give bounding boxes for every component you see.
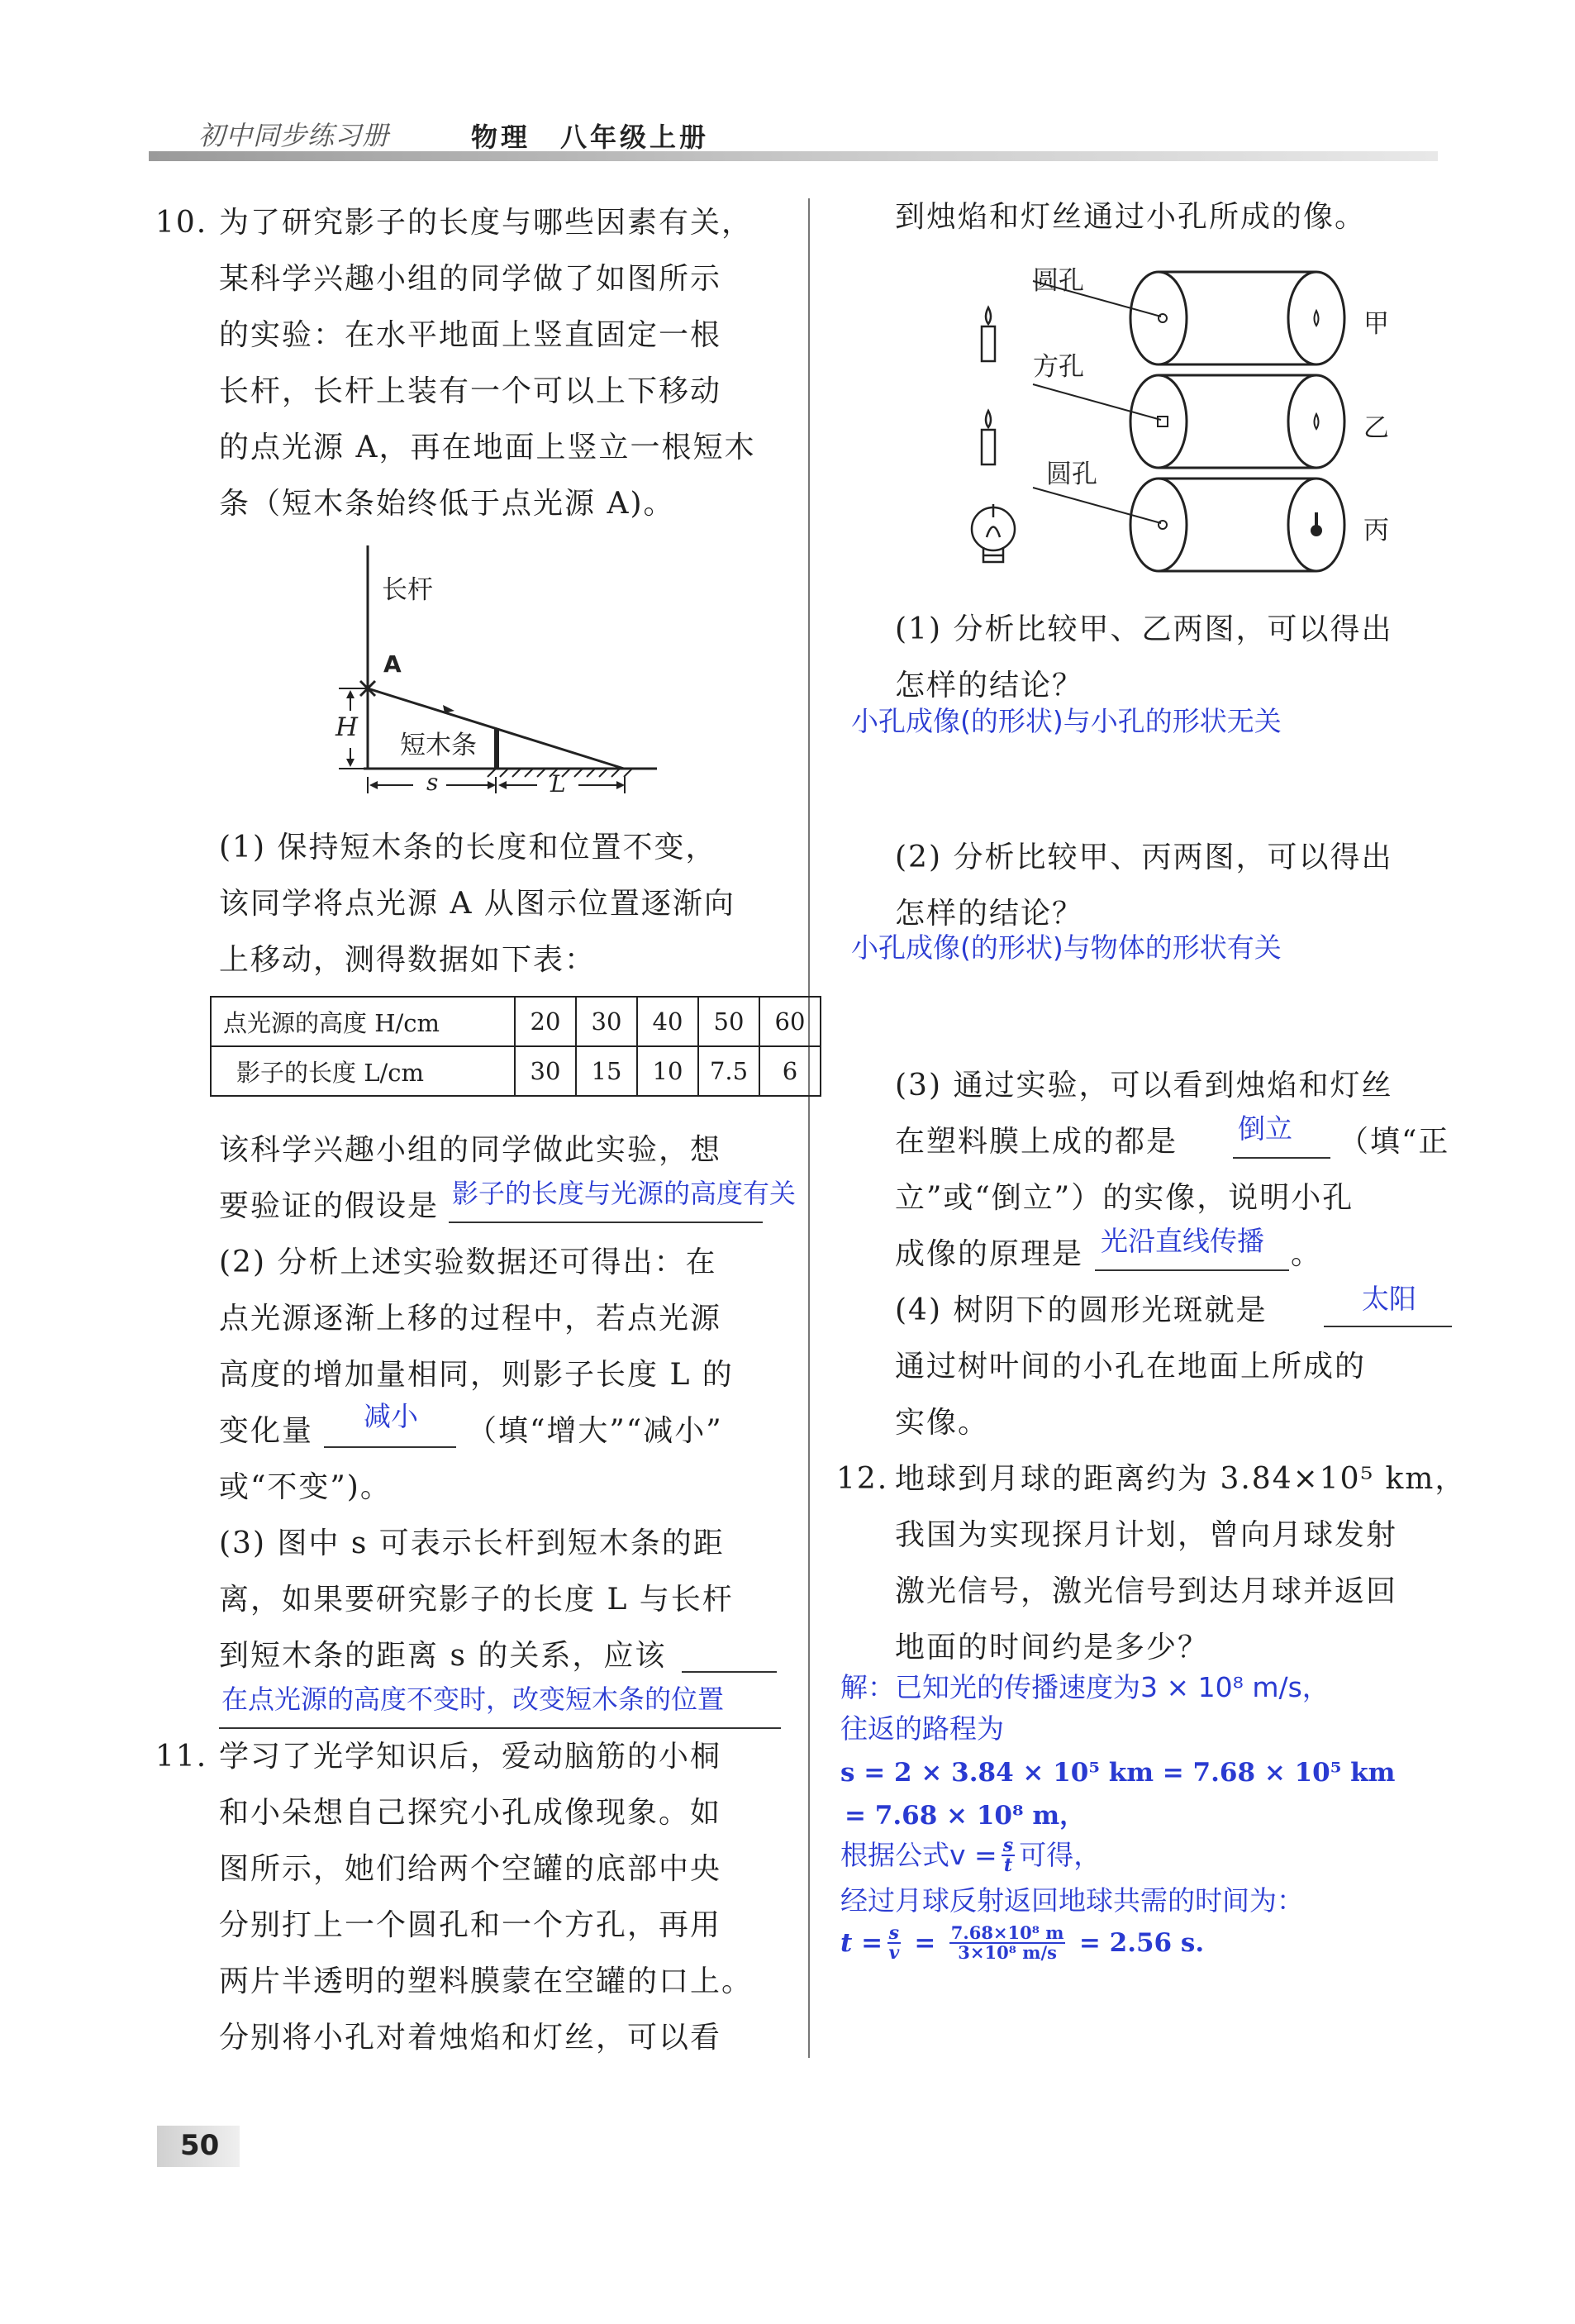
- q11-line: 到烛焰和灯丝通过小孔所成的像。: [895, 200, 1367, 234]
- fraction-s-over-t: [1002, 1836, 1015, 1874]
- shadow-l-label: L: [550, 770, 566, 798]
- header-series-title: 初中同步练习册: [198, 120, 390, 151]
- q12-line: 激光信号，激光信号到达月球并返回: [895, 1574, 1398, 1608]
- table-cell: 15: [576, 1046, 637, 1096]
- q11-part1-line: 怎样的结论？: [895, 669, 1084, 702]
- q11-part4-pre: (4) 树阴下的圆形光斑就是: [895, 1293, 1268, 1327]
- table-cell: 60: [759, 997, 821, 1046]
- q10-line: 的实验：在水平地面上竖直固定一根: [219, 318, 722, 352]
- fraction-denominator: t: [1003, 1855, 1013, 1876]
- table-cell: 20: [515, 997, 576, 1046]
- solution-line: 经过月球反射返回地球共需的时间为：: [840, 1884, 1304, 1917]
- q11-part4-line: 实像。: [895, 1406, 990, 1440]
- answer-blank: [1095, 1269, 1289, 1271]
- q10-number: 10.: [155, 206, 208, 240]
- q11-line: 学习了光学知识后，爱动脑筋的小桐: [219, 1740, 722, 1774]
- solution-line: 解：已知光的传播速度为3 × 10⁸ m/s，: [840, 1671, 1330, 1703]
- q10-answer-2: 减小: [364, 1400, 418, 1432]
- q11-line: 图所示，她们给两个空罐的底部中央: [219, 1852, 722, 1886]
- table-cell: 30: [576, 997, 637, 1046]
- q11-answer-4: 太阳: [1362, 1283, 1416, 1315]
- q10-part3-line: 离，如果要研究影子的长度 L 与长杆: [219, 1583, 734, 1617]
- q10-part3-line: (3) 图中 s 可表示长杆到短木条的距: [219, 1526, 725, 1560]
- table-header-length: 影子的长度 L/cm: [211, 1046, 515, 1096]
- q10-part1-line: 该同学将点光源 A 从图示位置逐渐向: [219, 887, 735, 921]
- q11-part4-line: 通过树叶间的小孔在地面上所成的: [895, 1350, 1367, 1383]
- pole-label: 长杆: [382, 575, 433, 605]
- q11-part3-post: （填“正: [1339, 1125, 1450, 1159]
- table-row: [211, 997, 821, 1046]
- q10-hypo-line: 要验证的假设是: [219, 1189, 440, 1223]
- q11-answer-3b: 光沿直线传播: [1101, 1225, 1264, 1257]
- q10-line: 长杆，长杆上装有一个可以上下移动: [219, 374, 722, 408]
- square-hole-label: 方孔: [1033, 352, 1084, 382]
- can-yi-label: 乙: [1363, 413, 1389, 443]
- fraction-values: [949, 1924, 1066, 1962]
- fraction-s-over-v: [887, 1924, 901, 1962]
- q11-line: 分别打上一个圆孔和一个方孔，再用: [219, 1908, 722, 1942]
- q10-part2-pre: 变化量: [219, 1414, 314, 1448]
- q11-part2-line: 怎样的结论？: [895, 897, 1084, 931]
- q11-part3-line: (3) 通过实验，可以看到烛焰和灯丝: [895, 1069, 1393, 1102]
- q10-line: 为了研究影子的长度与哪些因素有关，: [219, 206, 754, 240]
- can-bing-label: 丙: [1363, 516, 1389, 545]
- stick-label: 短木条: [400, 731, 477, 760]
- point-a-label: A: [383, 650, 402, 678]
- solution-text: 根据公式v =: [840, 1839, 997, 1871]
- q10-answer-3: 在点光源的高度不变时，改变短木条的位置: [221, 1683, 725, 1715]
- q11-part3-line4-pre: 成像的原理是: [895, 1237, 1084, 1271]
- height-h-label: H: [335, 712, 359, 742]
- table-cell: 7.5: [698, 1046, 759, 1096]
- table-header-height: 点光源的高度 H/cm: [211, 997, 515, 1046]
- page-number: 50: [180, 2129, 220, 2162]
- q10-hypo-line: 该科学兴趣小组的同学做此实验，想: [219, 1133, 722, 1167]
- q10-part1-line: 上移动，测得数据如下表：: [219, 943, 597, 977]
- candle-icon: [982, 307, 995, 361]
- column-divider: [808, 198, 810, 2058]
- q11-line: 两片半透明的塑料膜蒙在空罐的口上。: [219, 1964, 754, 1998]
- answer-blank: [324, 1446, 456, 1448]
- bulb-icon: [972, 504, 1015, 562]
- q10-line: 的点光源 A，再在地面上竖立一根短木: [219, 431, 756, 464]
- data-table: [210, 996, 821, 1097]
- q11-answer-1: 小孔成像(的形状)与小孔的形状无关: [851, 705, 1282, 737]
- solution-formula-line: [840, 1836, 1101, 1883]
- q12-line: 地球到月球的距离约为 3.84×10⁵ km，: [895, 1462, 1467, 1496]
- header-subject: 物理 八年级上册: [471, 121, 710, 153]
- pinhole-figure: [959, 248, 1438, 595]
- q11-part3-pre: 在塑料膜上成的都是: [895, 1125, 1178, 1159]
- q12-line: 我国为实现探月计划，曾向月球发射: [895, 1518, 1398, 1552]
- answer-blank: [219, 1727, 781, 1729]
- fraction-numerator: s: [888, 1922, 900, 1944]
- q11-part1-line: (1) 分析比较甲、乙两图，可以得出: [895, 612, 1393, 646]
- q10-part1-line: (1) 保持短木条的长度和位置不变，: [219, 831, 717, 864]
- q10-part2-end: 或“不变”)。: [219, 1470, 392, 1504]
- table-cell: 40: [637, 997, 698, 1046]
- shadow-figure: [331, 537, 678, 810]
- solution-line: s = 2 × 3.84 × 10⁵ km = 7.68 × 10⁵ km: [840, 1758, 1396, 1788]
- page-header: [149, 112, 1438, 161]
- q11-number: 11.: [155, 1740, 208, 1774]
- answer-blank: [1324, 1326, 1452, 1327]
- q11-line: 和小朵想自己探究小孔成像现象。如: [219, 1796, 722, 1830]
- answer-blank: [682, 1671, 777, 1673]
- q10-part2-post: （填“增大”“减小”: [467, 1414, 723, 1448]
- q10-part3-line: 到短木条的距离 s 的关系，应该: [219, 1639, 667, 1673]
- solution-text: 可得，: [1019, 1839, 1102, 1871]
- answer-blank: [449, 1222, 763, 1223]
- q12-number: 12.: [836, 1462, 889, 1496]
- q11-part2-line: (2) 分析比较甲、丙两图，可以得出: [895, 841, 1393, 874]
- solution-text: =: [905, 1928, 945, 1958]
- q11-part3-line4-post: 。: [1291, 1237, 1323, 1271]
- table-cell: 6: [759, 1046, 821, 1096]
- fraction-numerator: s: [1002, 1835, 1014, 1856]
- round-hole-label: 圆孔: [1046, 460, 1097, 489]
- q11-answer-3a: 倒立: [1238, 1112, 1292, 1145]
- fraction-denominator: v: [888, 1942, 900, 1964]
- table-cell: 30: [515, 1046, 576, 1096]
- q11-answer-2: 小孔成像(的形状)与物体的形状有关: [851, 931, 1282, 964]
- table-cell: 10: [637, 1046, 698, 1096]
- round-hole-label: 圆孔: [1033, 266, 1084, 296]
- solution-text: t =: [840, 1928, 883, 1958]
- fraction-denominator: 3×10⁸ m/s: [958, 1942, 1057, 1963]
- distance-s-label: s: [426, 769, 439, 796]
- candle-icon: [982, 411, 995, 464]
- answer-blank: [1233, 1157, 1330, 1159]
- table-cell: 50: [698, 997, 759, 1046]
- solution-line: 往返的路程为: [840, 1712, 1004, 1745]
- q10-line: 条（短木条始终低于点光源 A)。: [219, 487, 675, 521]
- q10-line: 某科学兴趣小组的同学做了如图所示: [219, 262, 722, 296]
- q12-line: 地面的时间约是多少？: [895, 1631, 1210, 1664]
- solution-result: = 2.56 s.: [1070, 1928, 1205, 1958]
- q11-part3-line: 立”或“倒立”）的实像，说明小孔: [895, 1181, 1354, 1215]
- q10-part2-line: 点光源逐渐上移的过程中，若点光源: [219, 1302, 722, 1336]
- fraction-numerator: 7.68×10⁸ m: [950, 1922, 1064, 1943]
- q10-part2-line: 高度的增加量相同，则影子长度 L 的: [219, 1358, 734, 1392]
- can-jia-label: 甲: [1363, 309, 1389, 339]
- q10-part2-line: (2) 分析上述实验数据还可得出：在: [219, 1245, 717, 1279]
- table-row: [211, 1046, 821, 1096]
- q10-answer-1: 影子的长度与光源的高度有关: [452, 1178, 797, 1209]
- q11-line: 分别将小孔对着烛焰和灯丝，可以看: [219, 2021, 722, 2055]
- solution-result-line: [840, 1924, 1204, 1977]
- solution-line: = 7.68 × 10⁸ m，: [845, 1801, 1086, 1831]
